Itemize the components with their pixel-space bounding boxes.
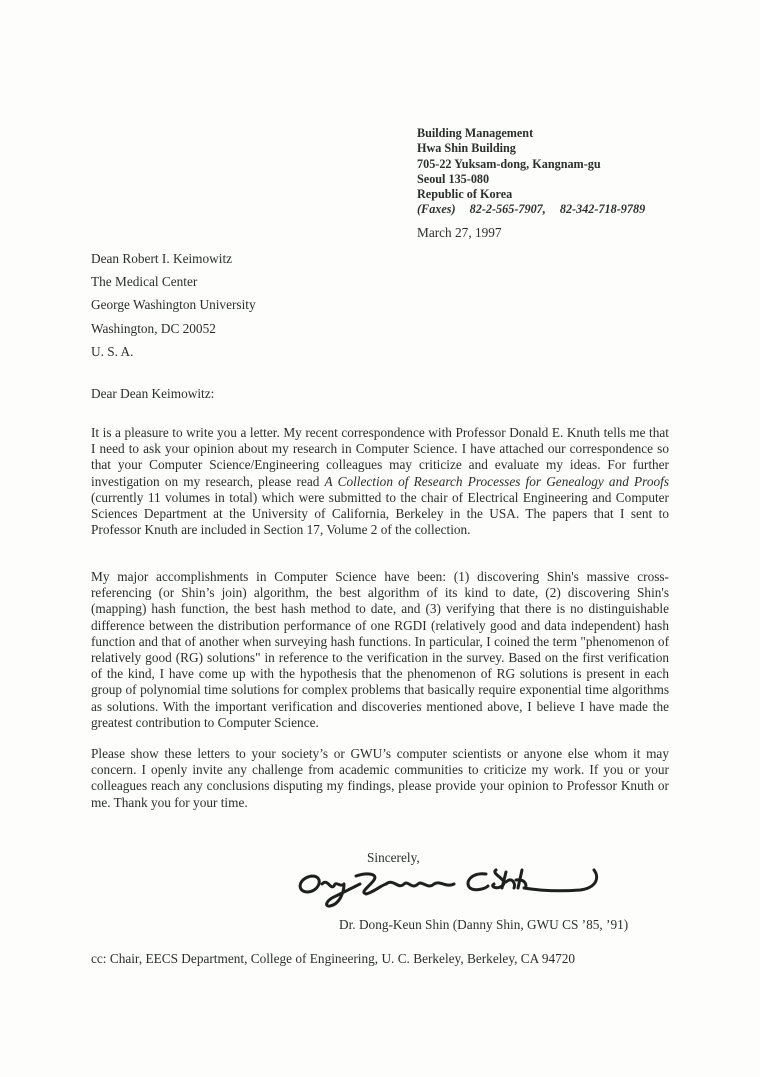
recipient-line: George Washington University <box>91 297 256 313</box>
sender-line: Seoul 135-080 <box>417 171 490 186</box>
recipient-line: The Medical Center <box>91 274 198 290</box>
letter-date: March 27, 1997 <box>417 225 502 240</box>
fax-number: 82-2-565-7907, <box>469 202 546 217</box>
recipient-line: Dean Robert I. Keimowitz <box>91 251 233 266</box>
body-paragraph-2: My major accomplishments in Computer Science have been: (1) discovering Shin's massive cross-referencing (or Shin’s join) algorithm, the best algorithm of its kind to date, (2) discovering Shin's (mapping) hash function, the best hash method to date, and (3) verifying that there is no distinguishable difference between the distribution performance of one RGDI (relatively good and data independent) hash function and that of another when surveying hash functions. In particular, I coined the term "phenomenon of relatively good (RG) solutions" in reference to the verification in the survey. Based on the first verification of the kind, I have come up with the hypothesis that the phenomenon of RG solutions is present in each group of polynomial time solutions for complex problems that basically require exponential time algorithms as solutions. With the important verification and discoveries mentioned above, I believe I have made the greatest contribution to Computer Science. <box>91 569 669 730</box>
sender-line: Building Management <box>417 126 534 140</box>
handwritten-signature <box>290 862 610 912</box>
book-title: A Collection of Research Processes for Genealogy and Proofs <box>324 473 669 489</box>
recipient-line: Washington, DC 20052 <box>91 320 216 336</box>
recipient-address-block <box>91 247 256 363</box>
body-paragraph-3: Please show these letters to your society’s or GWU’s computer scientists or anyone else whom it may concern. I openly invite any challenge from academic communities to criticize my work. If you or your colleagues reach any conclusions disputing my findings, please provide your opinion to Professor Knuth or me. Thank you for your time. <box>91 746 669 810</box>
sender-line: Hwa Shin Building <box>417 141 516 156</box>
salutation: Dear Dean Keimowitz: <box>91 386 215 401</box>
fax-number: 82-342-718-9789 <box>559 202 646 217</box>
p1-text: It is a pleasure to write you a letter. My recent correspondence with Professor Donald E. Knuth tells me that I need to ask your opinion about my research in Computer Science. I have attached our correspondence so that your Computer Science/Engineering colleagues may criticize and evaluate my ideas. For further investigation on my research, please read <box>91 425 669 489</box>
recipient-line: U. S. A. <box>91 343 134 359</box>
p1-text: (currently 11 volumes in total) which were submitted to the chair of Electrical Engineering and Computer Sciences Department at the University of California, Berkeley in the USA. The papers that I sent to Professor Knuth are included in Section 17, Volume 2 of the collection. <box>91 489 669 538</box>
signer-name: Dr. Dong-Keun Shin (Danny Shin, GWU CS ’85, ’91) <box>339 917 629 932</box>
sender-line: Republic of Korea <box>417 187 513 202</box>
sender-address-block <box>417 126 645 218</box>
faxes-label: (Faxes) <box>417 202 456 217</box>
body-paragraph-1 <box>91 425 669 538</box>
cc-line: cc: Chair, EECS Department, College of Engineering, U. C. Berkeley, Berkeley, CA 94720 <box>91 951 576 966</box>
closing: Sincerely, <box>367 850 420 865</box>
sender-line: 705-22 Yuksam-dong, Kangnam-gu <box>417 156 601 171</box>
sender-faxes <box>417 202 645 217</box>
